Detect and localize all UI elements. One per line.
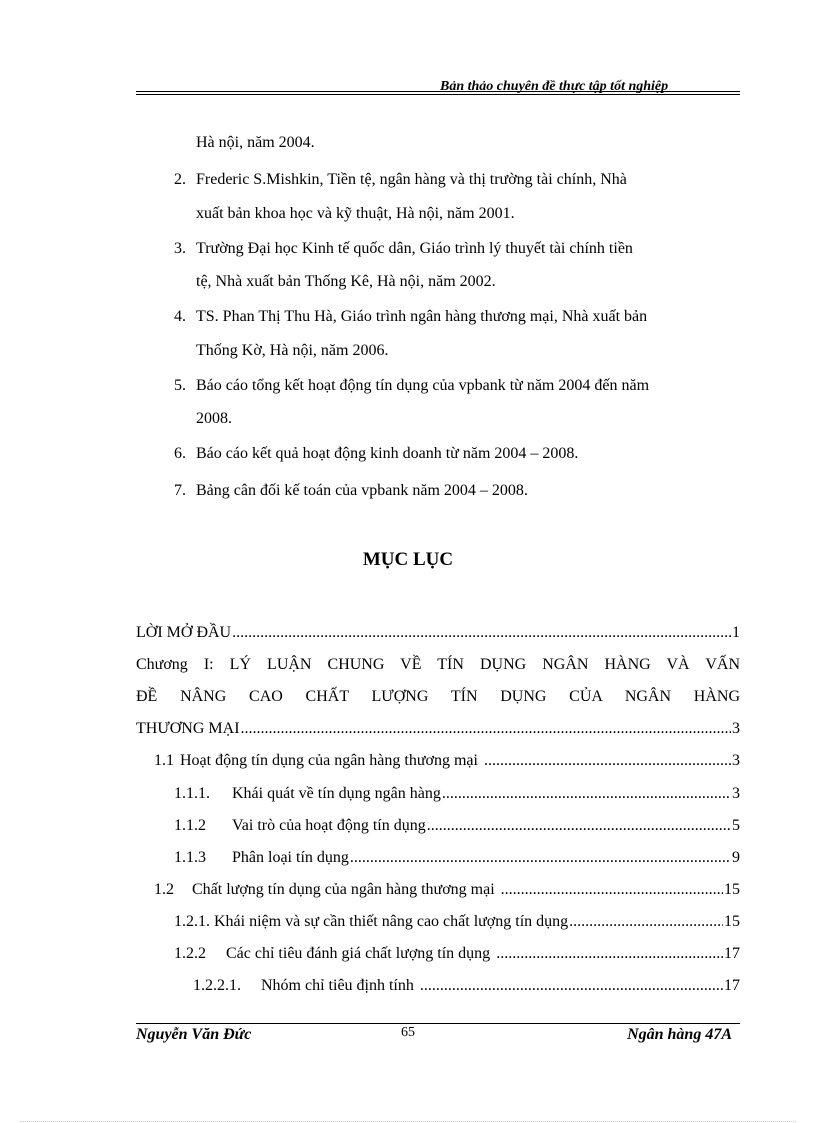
toc-entry-label: Phân loại tín dụng: [232, 849, 349, 866]
header-title: Bản thảo chuyên đề thực tập tốt nghiệp: [440, 79, 669, 94]
toc-entry-1-2-2[interactable]: 1.2.2 Các chỉ tiêu đánh giá chất lượng tín dụng ..... 17: [174, 944, 740, 964]
toc-leader-dots: [241, 719, 731, 739]
toc-leader-dots: [442, 784, 731, 804]
toc-chapter-heading-line[interactable]: ĐỀ NÂNG CAO CHẤT LƯỢNG TÍN DỤNG CỦA NGÂN HÀNG: [136, 688, 740, 705]
toc-entry-1-2[interactable]: 1.2 Chất lượng tín dụng của ngân hàng thương mại ..... 15: [154, 880, 740, 900]
toc-entry-label: Khái quát về tín dụng ngân hàng: [232, 785, 441, 802]
toc-entry-label: THƯƠNG MẠI: [136, 720, 240, 737]
toc-leader-dots: [232, 623, 731, 643]
toc-leader-dots: [501, 880, 723, 900]
toc-entry-intro[interactable]: [136, 623, 740, 643]
toc-leader-dots: [350, 848, 731, 868]
footer-divider: [136, 1023, 740, 1024]
toc-entry-label: Các chỉ tiêu đánh giá chất lượng tín dụng: [226, 945, 491, 962]
toc-entry-1-1-2[interactable]: 1.1.2 Vai trò của hoạt động tín dụng ..... 5: [174, 816, 740, 836]
toc-title: MỤC LỤC: [362, 549, 454, 570]
footer-author: Nguyễn Văn Đức: [136, 1026, 252, 1043]
page-number: 65: [401, 1025, 415, 1040]
toc-entry-page: 5: [732, 817, 740, 834]
page-edge-dots: [20, 1121, 796, 1122]
toc-entry-page: 17: [724, 977, 740, 994]
toc-entry-page: 17: [724, 945, 740, 962]
toc-leader-dots: [496, 944, 723, 964]
toc-entry-label: Chất lượng tín dụng của ngân hàng thương mại: [192, 881, 495, 898]
toc-entry-label: Khái niệm và sự cần thiết nâng cao chất lượng tín dụng: [214, 913, 569, 930]
header-divider: [136, 94, 740, 95]
toc-entry-label: Vai trò của hoạt động tín dụng: [232, 817, 426, 834]
toc-entry-label: Hoạt động tín dụng của ngân hàng thương mại: [180, 752, 478, 769]
toc-leader-dots: [484, 751, 731, 771]
toc-entry-page: 3: [732, 752, 740, 769]
toc-leader-dots: [427, 816, 731, 836]
toc-entry-label: Nhóm chỉ tiêu định tính: [261, 977, 414, 994]
toc-leader-dots: [569, 912, 723, 932]
header-divider: [136, 91, 740, 92]
toc-entry-chapter-1[interactable]: [136, 719, 740, 739]
footer-class: Ngân hàng 47A: [627, 1026, 732, 1043]
toc-entry-page: 3: [732, 720, 740, 737]
toc-leader-dots: [420, 976, 723, 996]
toc-entry-1-1-3[interactable]: 1.1.3 Phân loại tín dụng ..... 9: [174, 848, 740, 868]
toc-entry-page: 9: [732, 849, 740, 866]
toc-entry-1-2-1[interactable]: 1.2.1. Khái niệm và sự cần thiết nâng cao chất lượng tín dụng ..... 15: [174, 912, 740, 932]
toc-chapter-heading-line[interactable]: Chương I: LÝ LUẬN CHUNG VỀ TÍN DỤNG NGÂN HÀNG VÀ VẤN: [136, 656, 740, 673]
toc-entry-page: 15: [724, 913, 740, 930]
toc-entry-1-1[interactable]: 1.1 Hoạt động tín dụng của ngân hàng thương mại ..... 3: [154, 751, 740, 771]
toc-entry-1-1-1[interactable]: 1.1.1. Khái quát về tín dụng ngân hàng ..... 3: [174, 784, 740, 804]
toc-entry-page: 15: [724, 881, 740, 898]
toc-entry-page: 1: [732, 624, 740, 641]
toc-entry-page: 3: [732, 785, 740, 802]
toc-entry-1-2-2-1[interactable]: 1.2.2.1. Nhóm chỉ tiêu định tính ..... 17: [193, 976, 740, 996]
toc-entry-label: LỜI MỞ ĐẦU: [136, 624, 232, 641]
